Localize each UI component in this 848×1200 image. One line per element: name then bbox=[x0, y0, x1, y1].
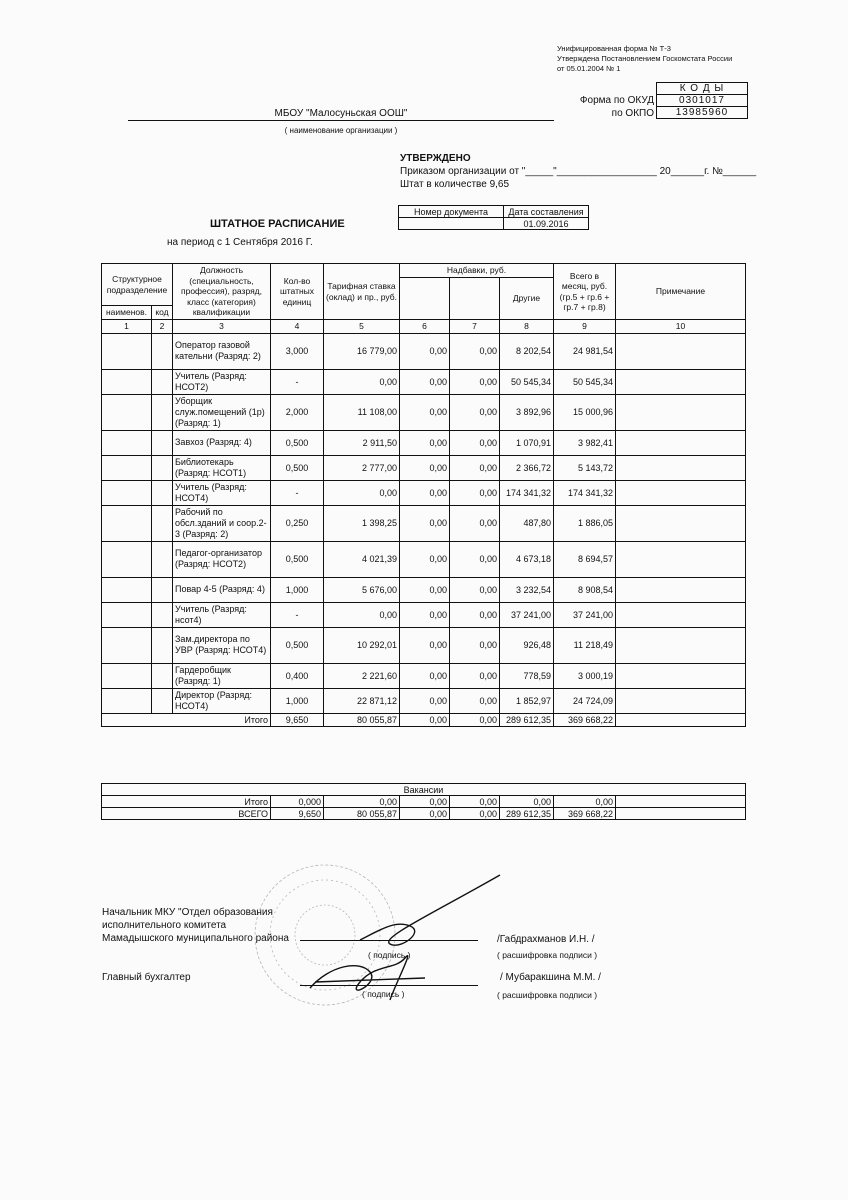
vac-vsego-rate: 80 055,87 bbox=[324, 808, 400, 820]
accountant-signature-caption: ( подпись ) bbox=[362, 989, 405, 999]
head-signature-line bbox=[300, 940, 478, 941]
cell-count: 0,400 bbox=[271, 663, 324, 688]
codes-table bbox=[656, 82, 748, 119]
col-number: 4 bbox=[271, 320, 324, 334]
cell-note bbox=[616, 394, 746, 430]
accountant-name: / Мубаракшина М.М. / bbox=[500, 972, 601, 983]
cell-rate: 16 779,00 bbox=[324, 333, 400, 369]
struct-name-cell bbox=[102, 333, 152, 369]
struct-code-cell bbox=[152, 455, 173, 480]
struct-name-cell bbox=[102, 480, 152, 505]
vac-vsego-count: 9,650 bbox=[271, 808, 324, 820]
cell-count: 3,000 bbox=[271, 333, 324, 369]
col-number: 1 bbox=[102, 320, 152, 334]
cell-position: Учитель (Разряд: нсот4) bbox=[173, 602, 271, 627]
vac-vsego-a7: 0,00 bbox=[450, 808, 500, 820]
cell-note bbox=[616, 541, 746, 577]
struct-code-cell bbox=[152, 505, 173, 541]
total-sum: 369 668,22 bbox=[554, 713, 616, 726]
cell-rate: 1 398,25 bbox=[324, 505, 400, 541]
cell-other: 50 545,34 bbox=[500, 369, 554, 394]
cell-total: 11 218,49 bbox=[554, 627, 616, 663]
col-number: 8 bbox=[500, 320, 554, 334]
table-row bbox=[102, 430, 746, 455]
cell-a7: 0,00 bbox=[450, 602, 500, 627]
cell-count: - bbox=[271, 369, 324, 394]
cell-total: 24 981,54 bbox=[554, 333, 616, 369]
struct-code-cell bbox=[152, 480, 173, 505]
cell-count: 0,250 bbox=[271, 505, 324, 541]
header-position: Должность (специальность, профессия), разряд, класс (категория) квалификации bbox=[173, 264, 271, 320]
vac-vsego-other: 289 612,35 bbox=[500, 808, 554, 820]
struct-code-cell bbox=[152, 663, 173, 688]
head-signature bbox=[360, 875, 500, 945]
approval-order: Приказом организации от "_____"__________________ 20______г. №______ bbox=[400, 166, 757, 177]
cell-a7: 0,00 bbox=[450, 333, 500, 369]
vac-itogo-count: 0,000 bbox=[271, 796, 324, 808]
struct-code-cell bbox=[152, 541, 173, 577]
cell-a6: 0,00 bbox=[400, 663, 450, 688]
cell-other: 3 892,96 bbox=[500, 394, 554, 430]
struct-name-cell bbox=[102, 577, 152, 602]
struct-name-cell bbox=[102, 627, 152, 663]
cell-a7: 0,00 bbox=[450, 663, 500, 688]
accountant-signature-line bbox=[300, 985, 478, 986]
cell-a6: 0,00 bbox=[400, 369, 450, 394]
accountant-title: Главный бухгалтер bbox=[102, 972, 191, 983]
cell-total: 50 545,34 bbox=[554, 369, 616, 394]
header-struct: Структурное подразделение bbox=[102, 264, 173, 306]
table-row bbox=[102, 688, 746, 713]
vac-itogo-label: Итого bbox=[102, 796, 271, 808]
cell-note bbox=[616, 369, 746, 394]
staff-table bbox=[101, 263, 746, 727]
document-number-table bbox=[398, 205, 589, 230]
cell-a6: 0,00 bbox=[400, 602, 450, 627]
form-header-line: Утверждена Постановлением Госкомстата России bbox=[557, 54, 733, 63]
header-struct-code: код bbox=[152, 306, 173, 320]
cell-rate: 2 777,00 bbox=[324, 455, 400, 480]
cell-count: 2,000 bbox=[271, 394, 324, 430]
struct-name-cell bbox=[102, 394, 152, 430]
cell-other: 778,59 bbox=[500, 663, 554, 688]
struct-name-cell bbox=[102, 688, 152, 713]
struct-name-cell bbox=[102, 505, 152, 541]
table-row bbox=[102, 627, 746, 663]
cell-rate: 0,00 bbox=[324, 369, 400, 394]
cell-count: 0,500 bbox=[271, 455, 324, 480]
struct-code-cell bbox=[152, 394, 173, 430]
header-count: Кол-во штатных единиц bbox=[271, 264, 324, 320]
cell-rate: 0,00 bbox=[324, 602, 400, 627]
cell-other: 1 070,91 bbox=[500, 430, 554, 455]
table-row bbox=[102, 394, 746, 430]
vac-itogo-other: 0,00 bbox=[500, 796, 554, 808]
cell-rate: 22 871,12 bbox=[324, 688, 400, 713]
cell-position: Завхоз (Разряд: 4) bbox=[173, 430, 271, 455]
cell-total: 8 908,54 bbox=[554, 577, 616, 602]
cell-note bbox=[616, 430, 746, 455]
vac-itogo-a7: 0,00 bbox=[450, 796, 500, 808]
cell-a6: 0,00 bbox=[400, 455, 450, 480]
struct-code-cell bbox=[152, 602, 173, 627]
cell-a6: 0,00 bbox=[400, 505, 450, 541]
cell-position: Повар 4-5 (Разряд: 4) bbox=[173, 577, 271, 602]
header-rate: Тарифная ставка (оклад) и пр., руб. bbox=[324, 264, 400, 320]
cell-a6: 0,00 bbox=[400, 430, 450, 455]
table-row bbox=[102, 602, 746, 627]
vacancies-table bbox=[101, 783, 746, 820]
cell-total: 15 000,96 bbox=[554, 394, 616, 430]
cell-a7: 0,00 bbox=[450, 541, 500, 577]
cell-position: Оператор газовой кательни (Разряд: 2) bbox=[173, 333, 271, 369]
cell-a7: 0,00 bbox=[450, 505, 500, 541]
cell-rate: 10 292,01 bbox=[324, 627, 400, 663]
total-row bbox=[102, 713, 746, 726]
cell-total: 24 724,09 bbox=[554, 688, 616, 713]
cell-position: Рабочий по обсл.зданий и соор.2-3 (Разряд: 2) bbox=[173, 505, 271, 541]
struct-code-cell bbox=[152, 577, 173, 602]
table-row bbox=[102, 455, 746, 480]
cell-other: 1 852,97 bbox=[500, 688, 554, 713]
struct-name-cell bbox=[102, 663, 152, 688]
vac-itogo-rate: 0,00 bbox=[324, 796, 400, 808]
header-note: Примечание bbox=[616, 264, 746, 320]
cell-a6: 0,00 bbox=[400, 541, 450, 577]
cell-note bbox=[616, 688, 746, 713]
cell-count: - bbox=[271, 602, 324, 627]
cell-count: 0,500 bbox=[271, 430, 324, 455]
cell-total: 3 982,41 bbox=[554, 430, 616, 455]
cell-note bbox=[616, 505, 746, 541]
struct-code-cell bbox=[152, 333, 173, 369]
okpo-value: 13985960 bbox=[657, 107, 748, 119]
cell-other: 8 202,54 bbox=[500, 333, 554, 369]
cell-total: 37 241,00 bbox=[554, 602, 616, 627]
cell-a6: 0,00 bbox=[400, 688, 450, 713]
vac-vsego-total: 369 668,22 bbox=[554, 808, 616, 820]
stamp-and-signatures bbox=[220, 860, 550, 1030]
accountant-decode-caption: ( расшифровка подписи ) bbox=[497, 990, 598, 1000]
head-title: Начальник МКУ "Отдел образования исполнительного комитета Мамадышского муниципального района bbox=[102, 907, 289, 944]
total-other: 289 612,35 bbox=[500, 713, 554, 726]
cell-a7: 0,00 bbox=[450, 430, 500, 455]
col-number: 7 bbox=[450, 320, 500, 334]
cell-other: 926,48 bbox=[500, 627, 554, 663]
cell-a7: 0,00 bbox=[450, 455, 500, 480]
vacancies-vsego-row bbox=[102, 808, 746, 820]
cell-count: - bbox=[271, 480, 324, 505]
cell-a6: 0,00 bbox=[400, 627, 450, 663]
cell-rate: 2 911,50 bbox=[324, 430, 400, 455]
total-count: 9,650 bbox=[271, 713, 324, 726]
cell-count: 0,500 bbox=[271, 627, 324, 663]
total-a6: 0,00 bbox=[400, 713, 450, 726]
okpo-label: по ОКПО bbox=[611, 108, 654, 119]
form-header-line: от 05.01.2004 № 1 bbox=[557, 64, 621, 73]
cell-position: Педагог-организатор (Разряд: НСОТ2) bbox=[173, 541, 271, 577]
table-row bbox=[102, 333, 746, 369]
cell-total: 1 886,05 bbox=[554, 505, 616, 541]
cell-a6: 0,00 bbox=[400, 394, 450, 430]
cell-note bbox=[616, 480, 746, 505]
doc-number-value bbox=[399, 218, 504, 230]
cell-position: Гардеробщик (Разряд: 1) bbox=[173, 663, 271, 688]
doc-number-label: Номер документа bbox=[399, 206, 504, 218]
table-row bbox=[102, 541, 746, 577]
okud-label: Форма по ОКУД bbox=[579, 95, 654, 106]
vacancies-itogo-row bbox=[102, 796, 746, 808]
cell-a7: 0,00 bbox=[450, 627, 500, 663]
struct-name-cell bbox=[102, 602, 152, 627]
cell-a6: 0,00 bbox=[400, 333, 450, 369]
cell-other: 4 673,18 bbox=[500, 541, 554, 577]
total-rate: 80 055,87 bbox=[324, 713, 400, 726]
cell-note bbox=[616, 333, 746, 369]
cell-position: Уборщик служ.помещений (1р) (Разряд: 1) bbox=[173, 394, 271, 430]
struct-code-cell bbox=[152, 369, 173, 394]
doc-date-value: 01.09.2016 bbox=[504, 218, 589, 230]
struct-name-cell bbox=[102, 541, 152, 577]
cell-position: Учитель (Разряд: НСОТ2) bbox=[173, 369, 271, 394]
cell-note bbox=[616, 455, 746, 480]
table-row bbox=[102, 505, 746, 541]
cell-note bbox=[616, 602, 746, 627]
okud-value: 0301017 bbox=[657, 95, 748, 107]
cell-rate: 11 108,00 bbox=[324, 394, 400, 430]
vacancies-title: Вакансии bbox=[102, 784, 746, 796]
vac-itogo-total: 0,00 bbox=[554, 796, 616, 808]
head-decode-caption: ( расшифровка подписи ) bbox=[497, 950, 598, 960]
header-struct-name: наименов. bbox=[102, 306, 152, 320]
organization-caption: ( наименование организации ) bbox=[284, 126, 398, 135]
cell-a6: 0,00 bbox=[400, 480, 450, 505]
cell-other: 174 341,32 bbox=[500, 480, 554, 505]
cell-a7: 0,00 bbox=[450, 394, 500, 430]
cell-position: Зам.директора по УВР (Разряд: НСОТ4) bbox=[173, 627, 271, 663]
cell-rate: 4 021,39 bbox=[324, 541, 400, 577]
cell-count: 1,000 bbox=[271, 577, 324, 602]
cell-other: 487,80 bbox=[500, 505, 554, 541]
approval-staff: Штат в количестве 9,65 bbox=[400, 179, 510, 190]
col-number: 2 bbox=[152, 320, 173, 334]
col-number: 5 bbox=[324, 320, 400, 334]
form-header bbox=[557, 44, 732, 74]
struct-code-cell bbox=[152, 688, 173, 713]
struct-code-cell bbox=[152, 627, 173, 663]
codes-title: К О Д Ы bbox=[657, 83, 748, 95]
document-period: на период с 1 Сентября 2016 Г. bbox=[167, 237, 313, 248]
cell-position: Учитель (Разряд: НСОТ4) bbox=[173, 480, 271, 505]
vac-itogo-a6: 0,00 bbox=[400, 796, 450, 808]
total-a7: 0,00 bbox=[450, 713, 500, 726]
col-number: 6 bbox=[400, 320, 450, 334]
approval-title: УТВЕРЖДЕНО bbox=[400, 153, 471, 164]
doc-date-label: Дата составления bbox=[504, 206, 589, 218]
form-header-line: Унифицированная форма № Т-3 bbox=[557, 44, 671, 53]
cell-position: Библиотекарь (Разряд: НСОТ1) bbox=[173, 455, 271, 480]
header-allowance-6 bbox=[400, 278, 450, 320]
struct-name-cell bbox=[102, 455, 152, 480]
struct-code-cell bbox=[152, 430, 173, 455]
approval-block bbox=[400, 152, 756, 191]
table-row bbox=[102, 480, 746, 505]
table-row bbox=[102, 663, 746, 688]
head-signature-caption: ( подпись ) bbox=[368, 950, 411, 960]
vac-vsego-label: ВСЕГО bbox=[102, 808, 271, 820]
cell-rate: 2 221,60 bbox=[324, 663, 400, 688]
cell-count: 1,000 bbox=[271, 688, 324, 713]
cell-total: 3 000,19 bbox=[554, 663, 616, 688]
cell-position: Директор (Разряд: НСОТ4) bbox=[173, 688, 271, 713]
cell-a6: 0,00 bbox=[400, 577, 450, 602]
document-title: ШТАТНОЕ РАСПИСАНИЕ bbox=[210, 218, 345, 230]
header-allowance-7 bbox=[450, 278, 500, 320]
cell-a7: 0,00 bbox=[450, 480, 500, 505]
cell-note bbox=[616, 577, 746, 602]
cell-note bbox=[616, 663, 746, 688]
cell-total: 174 341,32 bbox=[554, 480, 616, 505]
header-allowances: Надбавки, руб. bbox=[400, 264, 554, 278]
cell-count: 0,500 bbox=[271, 541, 324, 577]
organization-name: МБОУ "Малосуньская ООШ" bbox=[128, 108, 554, 121]
cell-note bbox=[616, 627, 746, 663]
cell-total: 5 143,72 bbox=[554, 455, 616, 480]
struct-name-cell bbox=[102, 430, 152, 455]
cell-other: 37 241,00 bbox=[500, 602, 554, 627]
vac-vsego-a6: 0,00 bbox=[400, 808, 450, 820]
cell-a7: 0,00 bbox=[450, 369, 500, 394]
col-number: 10 bbox=[616, 320, 746, 334]
header-total: Всего в месяц, руб. (гр.5 + гр.6 + гр.7 + гр.8) bbox=[554, 264, 616, 320]
table-row bbox=[102, 369, 746, 394]
struct-name-cell bbox=[102, 369, 152, 394]
col-number: 9 bbox=[554, 320, 616, 334]
table-row bbox=[102, 577, 746, 602]
cell-other: 3 232,54 bbox=[500, 577, 554, 602]
total-label: Итого bbox=[173, 713, 271, 726]
cell-other: 2 366,72 bbox=[500, 455, 554, 480]
cell-total: 8 694,57 bbox=[554, 541, 616, 577]
cell-a7: 0,00 bbox=[450, 688, 500, 713]
cell-rate: 0,00 bbox=[324, 480, 400, 505]
cell-rate: 5 676,00 bbox=[324, 577, 400, 602]
cell-a7: 0,00 bbox=[450, 577, 500, 602]
header-other: Другие bbox=[500, 278, 554, 320]
head-name: /Габдрахманов И.Н. / bbox=[497, 934, 595, 945]
col-number: 3 bbox=[173, 320, 271, 334]
